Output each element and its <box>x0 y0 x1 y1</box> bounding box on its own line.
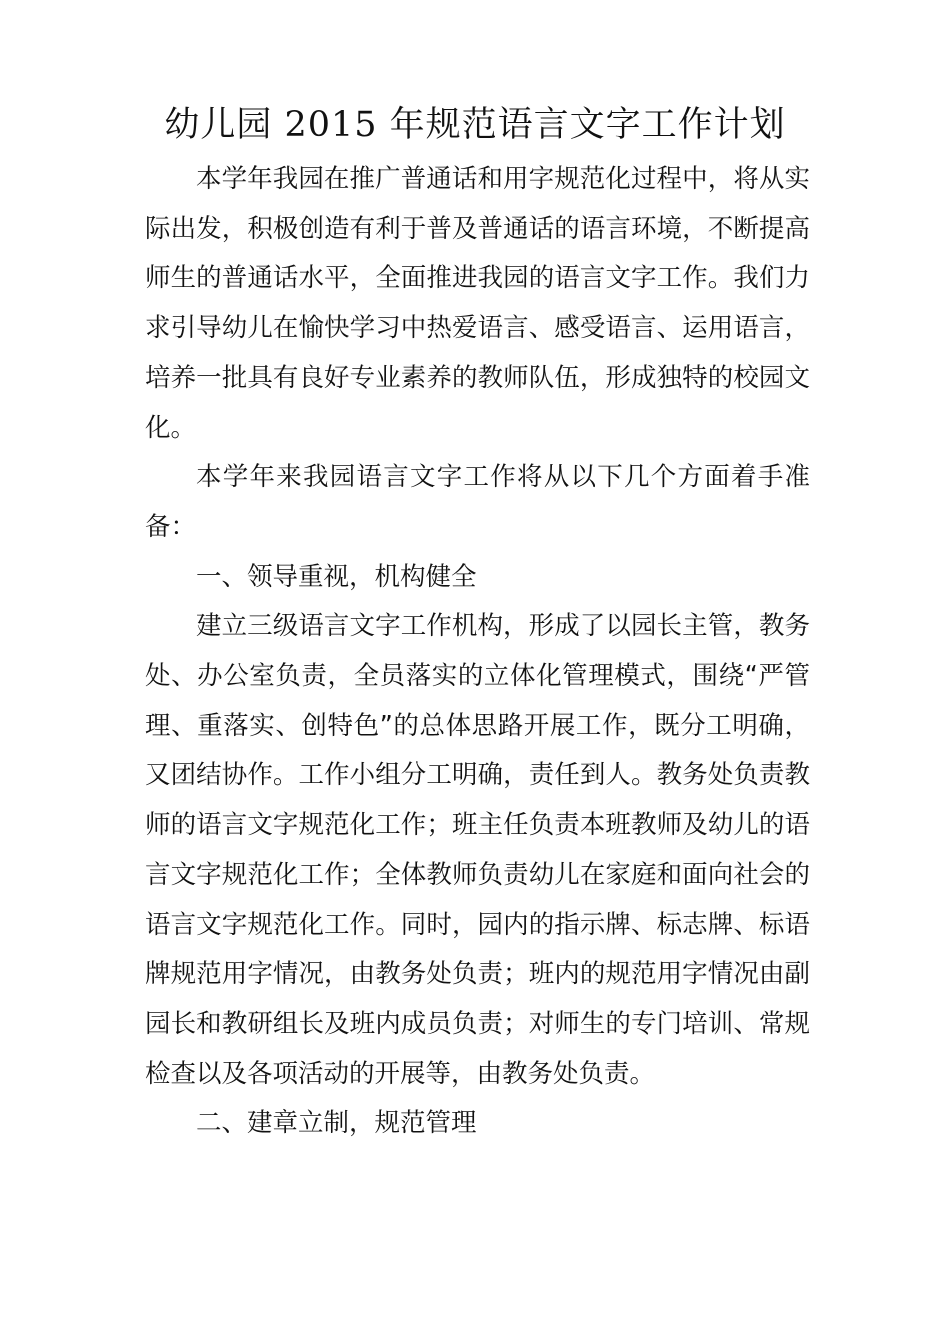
document-body <box>145 155 810 1149</box>
section-heading-1: 一、领导重视，机构健全 <box>196 561 477 592</box>
paragraph-organization: 建立三级语言文字工作机构，形成了以园长主管，教务处、办公室负责，全员落实的立体化管理模式，围绕“严管理、重落实、创特色”的总体思路开展工作，既分工明确，又团结协作。工作小组分工明确，责任到人。教务处负责教师的语言文字规范化工作；班主任负责本班教师及幼儿的语言文字规范化工作；全体教师负责幼儿在家庭和面向社会的语言文字规范化工作。同时，园内的指示牌、标志牌、标语牌规范用字情况，由教务处负责；班内的规范用字情况由副园长和教研组长及班内成员负责；对师生的专门培训、常规检查以及各项活动的开展等，由教务处负责。 <box>145 611 810 1089</box>
paragraph-preparation: 本学年来我园语言文字工作将从以下几个方面着手准备： <box>145 462 810 542</box>
document-title: 幼儿园 2015 年规范语言文字工作计划 <box>164 105 786 145</box>
section-heading-2: 二、建章立制，规范管理 <box>196 1108 477 1139</box>
paragraph-intro: 本学年我园在推广普通话和用字规范化过程中，将从实际出发，积极创造有利于普及普通话的语言环境，不断提高师生的普通话水平，全面推进我园的语言文字工作。我们力求引导幼儿在愉快学习中热爱语言、感受语言、运用语言，培养一批具有良好专业素养的教师队伍，形成独特的校园文化。 <box>145 164 810 443</box>
